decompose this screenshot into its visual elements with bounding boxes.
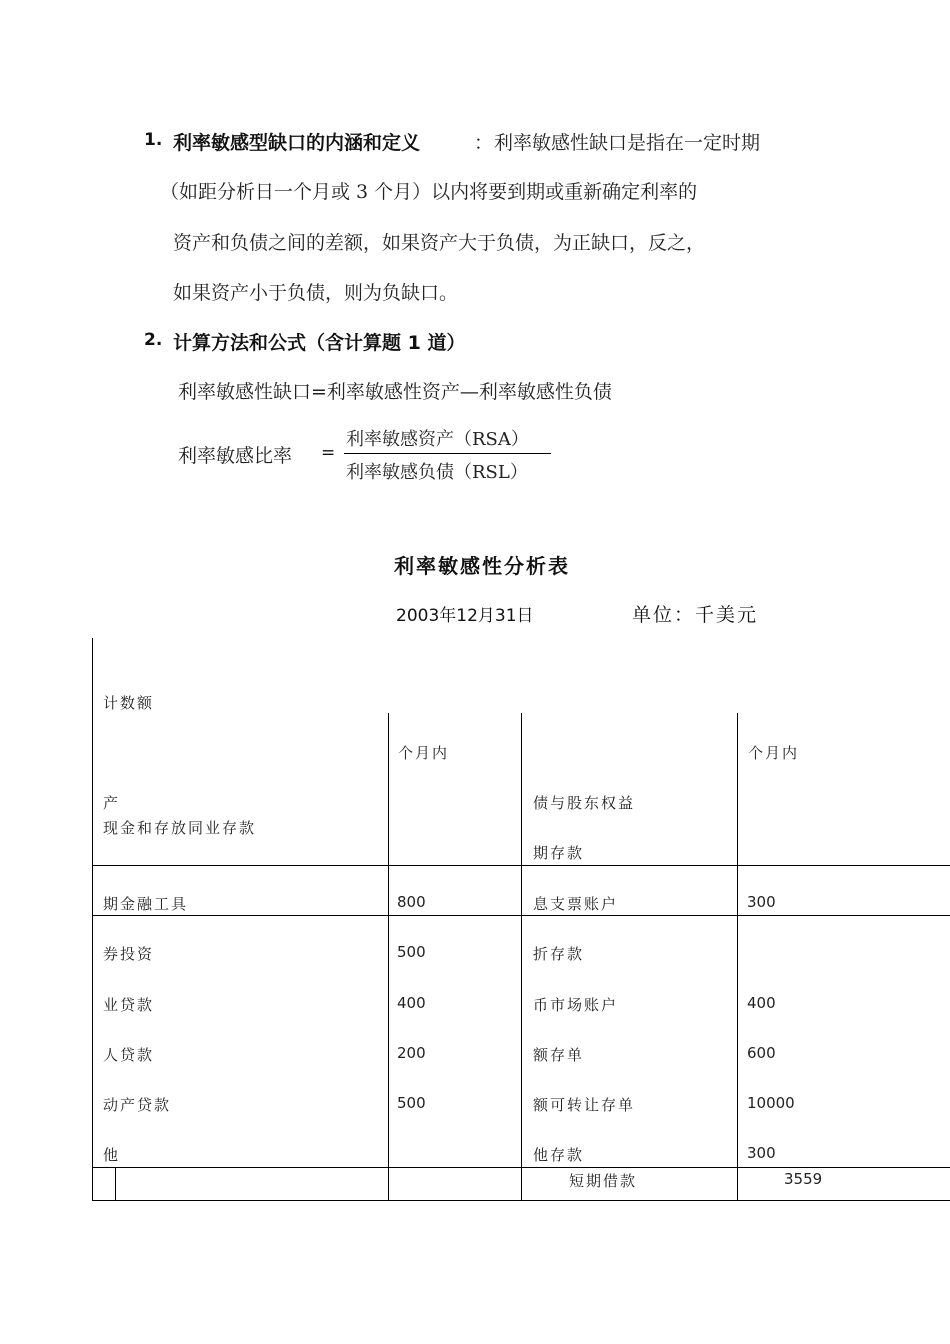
section-1-colon: ： bbox=[474, 132, 494, 154]
section-1-line-2: （如距分析日一个月或 3 个月）以内将要到期或重新确定利率的 bbox=[160, 181, 698, 203]
liability-value: 3559 bbox=[784, 1170, 823, 1188]
liabilities-header: 债与股东权益 bbox=[533, 794, 636, 812]
row-line-2 bbox=[92, 915, 950, 916]
liability-name: 额可转让存单 bbox=[533, 1096, 636, 1114]
asset-value: 500 bbox=[397, 943, 426, 961]
col-line-1c bbox=[388, 966, 389, 1200]
col-within-month-2: 个月内 bbox=[748, 744, 800, 762]
asset-name: 业贷款 bbox=[103, 996, 155, 1014]
asset-name: 他 bbox=[103, 1146, 121, 1164]
asset-name: 人贷款 bbox=[103, 1046, 155, 1064]
section-1-line-3: 资产和负债之间的差额，如果资产大于负债，为正缺口，反之， bbox=[173, 232, 706, 254]
liability-name: 折存款 bbox=[533, 945, 585, 963]
section-1-line-1: 利率敏感性缺口是指在一定时期 bbox=[494, 132, 761, 154]
section-2-number: 2. bbox=[144, 330, 163, 350]
assets-header: 产 bbox=[103, 794, 121, 812]
liability-name: 短期借款 bbox=[569, 1172, 638, 1190]
section-1-heading: 利率敏感型缺口的内涵和定义 bbox=[173, 132, 421, 154]
asset-name: 期金融工具 bbox=[103, 895, 189, 913]
asset-value: 800 bbox=[397, 893, 426, 911]
liability-value: 300 bbox=[747, 893, 776, 911]
col-line-last-row bbox=[115, 1167, 116, 1200]
table-unit: 单位：千美元 bbox=[632, 604, 759, 626]
col-line-1a bbox=[388, 713, 389, 866]
col-line-3c bbox=[737, 966, 738, 1200]
table-date: 2003年12月31日 bbox=[396, 606, 534, 626]
ratio-denominator: 利率敏感负债（RSL） bbox=[346, 462, 528, 483]
table-title: 利率敏感性分析表 bbox=[394, 554, 570, 578]
section-2-heading: 计算方法和公式（含计算题 1 道） bbox=[173, 332, 466, 354]
col-line-3a bbox=[737, 713, 738, 866]
col-line-2b bbox=[521, 866, 522, 966]
liability-name: 额存单 bbox=[533, 1046, 585, 1064]
section-1-number: 1. bbox=[144, 130, 163, 150]
first-asset: 现金和存放同业存款 bbox=[103, 819, 257, 837]
asset-name: 动产贷款 bbox=[103, 1096, 172, 1114]
fraction-bar bbox=[344, 453, 551, 454]
row-line-bottom bbox=[92, 1200, 950, 1201]
liability-value: 600 bbox=[747, 1044, 776, 1062]
col-within-month-1: 个月内 bbox=[398, 744, 450, 762]
col-line-1b bbox=[388, 866, 389, 966]
asset-value: 500 bbox=[397, 1094, 426, 1112]
section-1-line-4: 如果资产小于负债，则为负缺口。 bbox=[173, 282, 459, 304]
first-liability: 期存款 bbox=[533, 844, 585, 862]
ratio-numerator: 利率敏感资产（RSA） bbox=[346, 429, 529, 450]
col-line-3b bbox=[737, 866, 738, 966]
formula-gap: 利率敏感性缺口=利率敏感性资产—利率敏感性负债 bbox=[178, 381, 612, 403]
row-line-1 bbox=[92, 865, 950, 866]
ratio-equals: = bbox=[321, 443, 336, 463]
table-left-border bbox=[92, 638, 93, 1200]
ratio-label: 利率敏感比率 bbox=[178, 445, 293, 467]
liability-name: 他存款 bbox=[533, 1146, 585, 1164]
row-line-3 bbox=[92, 1167, 950, 1168]
liability-value: 300 bbox=[747, 1144, 776, 1162]
col-line-2c bbox=[521, 966, 522, 1200]
col-line-2a bbox=[521, 713, 522, 866]
liability-value: 400 bbox=[747, 994, 776, 1012]
asset-name: 券投资 bbox=[103, 945, 155, 963]
asset-value: 400 bbox=[397, 994, 426, 1012]
liability-value: 10000 bbox=[747, 1094, 795, 1112]
asset-value: 200 bbox=[397, 1044, 426, 1062]
amount-label: 计数额 bbox=[103, 694, 155, 712]
liability-name: 币市场账户 bbox=[533, 996, 619, 1014]
liability-name: 息支票账户 bbox=[533, 895, 619, 913]
